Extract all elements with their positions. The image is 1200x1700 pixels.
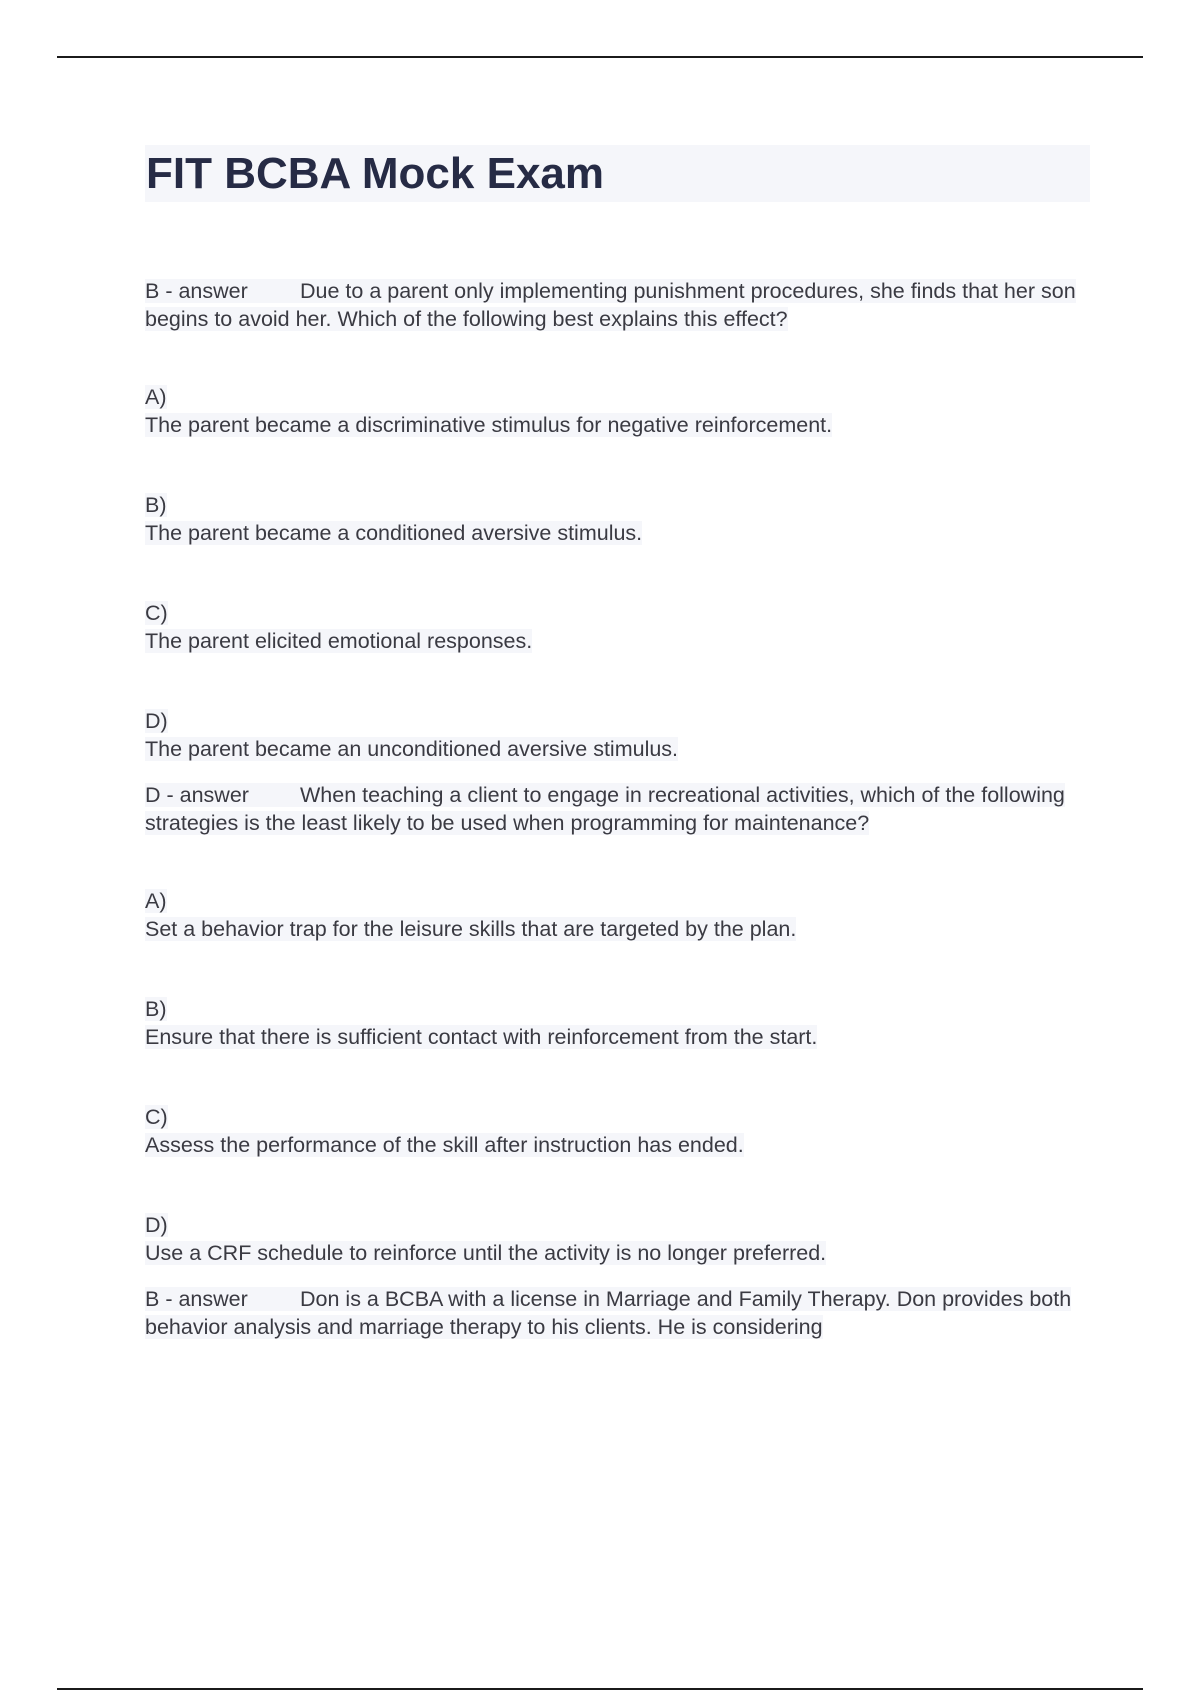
question-2-option-b — [145, 995, 1090, 1051]
option-letter: A) — [145, 889, 167, 913]
option-letter: C) — [145, 1105, 168, 1129]
question-1-option-d — [145, 707, 1090, 763]
option-text: The parent elicited emotional responses. — [145, 629, 533, 653]
option-text: The parent became an unconditioned aversive stimulus. — [145, 737, 679, 761]
document-page — [145, 145, 1090, 1391]
question-1-option-a — [145, 383, 1090, 439]
title-band — [145, 145, 1090, 202]
question-1 — [145, 277, 1090, 763]
question-2 — [145, 781, 1090, 1267]
question-1-text-block — [145, 277, 1090, 333]
question-2-option-d — [145, 1211, 1090, 1267]
question-3-text-block — [145, 1285, 1090, 1341]
question-2-answer-label: D - answer — [145, 783, 249, 807]
question-1-option-c — [145, 599, 1090, 655]
option-letter: A) — [145, 385, 167, 409]
option-letter: B) — [145, 493, 167, 517]
question-3-text: Don is a BCBA with a license in Marriage and Family Therapy. Don provides both behavior analysis and marriage therapy to his clients. He is considering — [145, 1287, 1072, 1339]
question-3-answer-label: B - answer — [145, 1287, 248, 1311]
option-text: Ensure that there is sufficient contact with reinforcement from the start. — [145, 1025, 818, 1049]
question-2-text: When teaching a client to engage in recreational activities, which of the following strategies is the least likely to be used when programming for maintenance? — [145, 783, 1065, 835]
option-text: The parent became a discriminative stimulus for negative reinforcement. — [145, 413, 833, 437]
question-3 — [145, 1285, 1090, 1341]
option-letter: C) — [145, 601, 168, 625]
option-text: Assess the performance of the skill after instruction has ended. — [145, 1133, 744, 1157]
option-text: Set a behavior trap for the leisure skills that are targeted by the plan. — [145, 917, 797, 941]
question-1-answer-label: B - answer — [145, 279, 248, 303]
option-letter: B) — [145, 997, 167, 1021]
option-letter: D) — [145, 1213, 168, 1237]
top-rule — [57, 56, 1143, 58]
question-2-option-c — [145, 1103, 1090, 1159]
option-text: The parent became a conditioned aversive stimulus. — [145, 521, 643, 545]
question-2-text-block — [145, 781, 1090, 837]
option-text: Use a CRF schedule to reinforce until the activity is no longer preferred. — [145, 1241, 827, 1265]
question-2-option-a — [145, 887, 1090, 943]
option-letter: D) — [145, 709, 168, 733]
question-1-text: Due to a parent only implementing punishment procedures, she finds that her son begins to avoid her. Which of the following best explains this effect? — [145, 279, 1076, 331]
page-title: FIT BCBA Mock Exam — [146, 149, 605, 198]
bottom-rule — [57, 1688, 1143, 1690]
question-1-option-b — [145, 491, 1090, 547]
